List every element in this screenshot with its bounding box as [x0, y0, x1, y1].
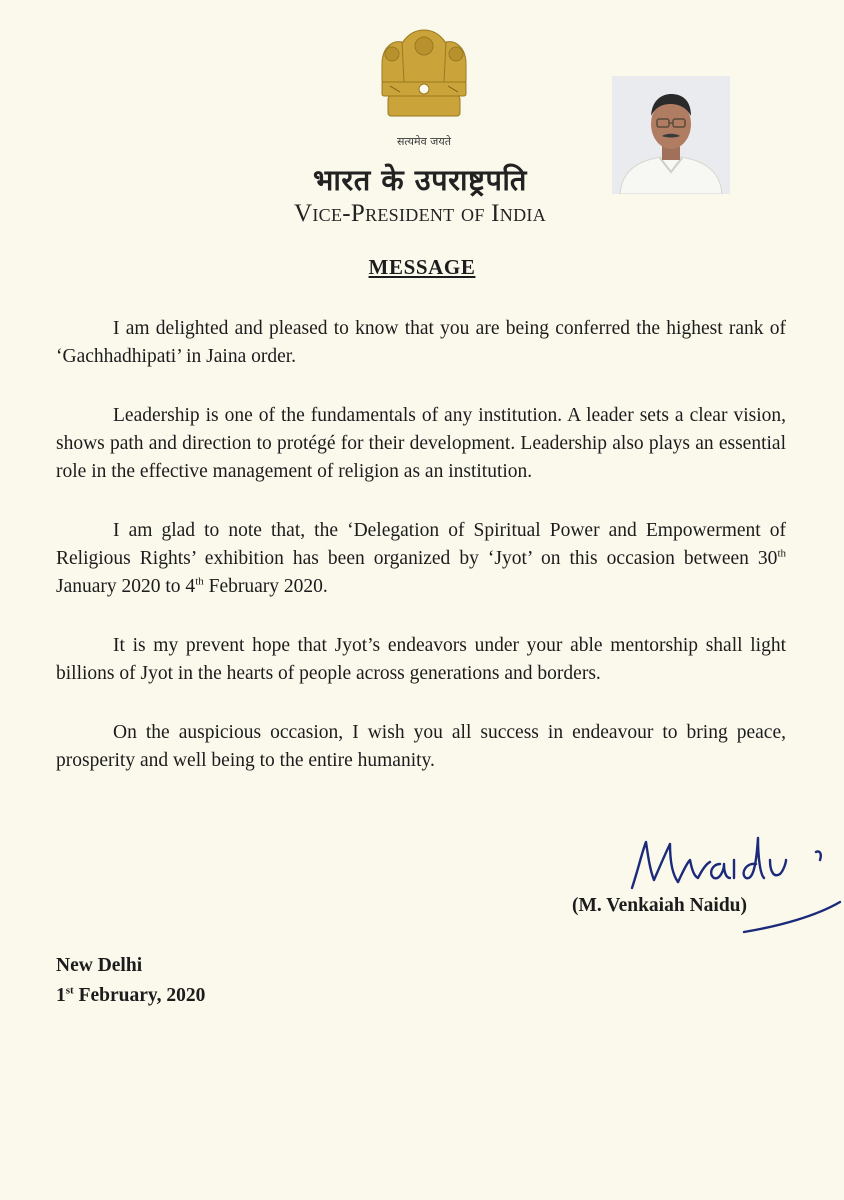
- date: [56, 985, 205, 1007]
- person-portrait-icon: [612, 76, 730, 194]
- emblem-motto: सत्यमेव जयते: [396, 135, 451, 148]
- place: New Delhi: [56, 955, 143, 976]
- message-paragraph: [56, 517, 786, 601]
- handwritten-signature: [620, 830, 844, 940]
- portrait-photo: [612, 76, 730, 194]
- message-paragraph: On the auspicious occasion, I wish you all success in endeavour to bring peace, prosperity and well being to the entire humanity.: [56, 722, 786, 771]
- message-paragraph: I am delighted and pleased to know that you are being conferred the highest rank of ‘Gachhadhipati’ in Jaina order.: [56, 318, 786, 367]
- message-paragraph: It is my prevent hope that Jyot’s endeavors under your able mentorship shall light billions of Jyot in the hearts of people across generations and borders.: [56, 635, 786, 684]
- paragraph-text: I am glad to note that, the ‘Delegation of Spiritual Power and Empowerment of Religious Rights’ exhibition has been organized by ‘Jyot’ on this occasion between 30: [56, 520, 786, 569]
- ordinal-suffix: th: [777, 547, 786, 560]
- hindi-office-title: भारत के उपराष्ट्रपति: [313, 163, 527, 197]
- signature-icon: [620, 830, 844, 940]
- date-rest: February, 2020: [73, 985, 206, 1006]
- date-ordinal-suffix: st: [65, 984, 74, 997]
- lion-capital-icon: [368, 20, 480, 138]
- paragraph-text: February 2020.: [203, 576, 328, 597]
- message-heading: MESSAGE: [368, 255, 476, 279]
- ordinal-suffix: th: [195, 575, 204, 588]
- date-day: 1: [56, 985, 66, 1006]
- paragraph-text: January 2020 to 4: [56, 576, 196, 597]
- message-paragraph: Leadership is one of the fundamentals of any institution. A leader sets a clear vision, shows path and direction to protégé for their development. Leadership also plays an essential role in the effective management of religion as an institution.: [56, 405, 786, 482]
- message-body: [56, 315, 786, 806]
- signatory-name: (M. Venkaiah Naidu): [572, 895, 748, 916]
- national-emblem: [368, 20, 480, 160]
- english-office-title: Vice-President of India: [294, 200, 546, 227]
